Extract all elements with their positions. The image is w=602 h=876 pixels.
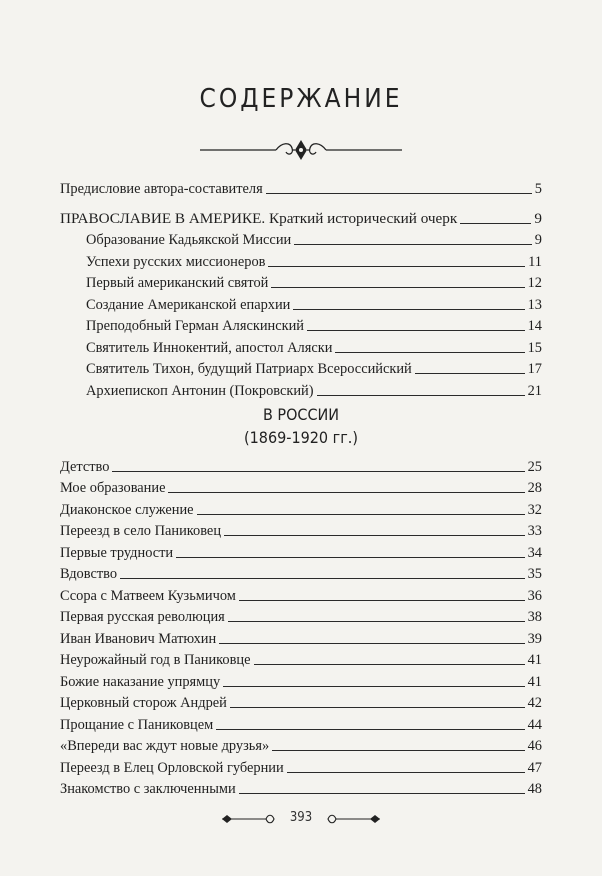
toc-entry-page: 36 xyxy=(527,587,542,604)
toc-entry-label: Ссора с Матвеем Кузьмичом xyxy=(60,587,236,604)
toc-entry-label: Успехи русских миссионеров xyxy=(86,253,266,270)
dot-leader xyxy=(197,514,525,515)
dot-leader xyxy=(228,621,525,622)
toc-entry-label: Прощание с Паниковцем xyxy=(60,716,214,733)
dot-leader xyxy=(168,492,524,493)
toc-entry-page: 41 xyxy=(527,673,542,690)
toc-entry-label: Архиепископ Антонин (Покровский) xyxy=(86,382,314,399)
toc-entry-page: 47 xyxy=(527,759,542,776)
toc-entry-page: 35 xyxy=(527,566,542,582)
toc-part-america-items xyxy=(60,228,542,400)
dot-leader xyxy=(294,244,532,245)
toc-entry[interactable] xyxy=(60,777,542,799)
toc-entry-page: 9 xyxy=(534,232,542,248)
toc-entry-page: 44 xyxy=(527,716,542,733)
toc-entry-label: Божие наказание упрямцу xyxy=(60,673,221,690)
title-ornament-icon xyxy=(200,130,402,170)
section-heading-years: (1869-1920 гг.) xyxy=(244,428,358,447)
toc-entry[interactable] xyxy=(60,228,542,250)
toc-entry[interactable] xyxy=(60,454,542,476)
toc-entry[interactable] xyxy=(60,583,542,605)
toc-entry-page: 38 xyxy=(527,609,542,625)
toc-entry-label: Переезд в Елец Орловской губернии xyxy=(60,759,284,776)
toc-entry-label: Вдовство xyxy=(60,566,118,582)
toc-entry-page: 28 xyxy=(527,480,542,496)
toc-entry[interactable] xyxy=(60,271,542,293)
dot-leader xyxy=(307,330,525,331)
toc-entry[interactable] xyxy=(60,755,542,777)
toc-entry-label: Детство xyxy=(60,458,110,475)
toc-entry[interactable] xyxy=(60,476,542,498)
toc-entry-preface[interactable] xyxy=(60,176,542,198)
toc-entry[interactable] xyxy=(60,249,542,271)
toc-entry-page: 46 xyxy=(527,738,542,754)
dot-leader xyxy=(266,193,532,194)
part-heading-bold: ПРАВОСЛАВИЕ В АМЕРИКЕ. xyxy=(60,209,266,227)
dot-leader xyxy=(176,557,524,558)
section-heading-russia: В РОССИИ xyxy=(262,405,340,424)
toc-entry-label: Церковный сторож Андрей xyxy=(60,695,227,711)
toc-entry-page: 33 xyxy=(527,523,542,539)
toc-entry[interactable] xyxy=(60,357,542,379)
toc-entry-page: 41 xyxy=(527,652,542,668)
dot-leader xyxy=(254,664,525,665)
dot-leader xyxy=(415,373,525,374)
dot-leader xyxy=(239,793,525,794)
toc-entry[interactable] xyxy=(60,314,542,336)
toc-part-heading-america[interactable] xyxy=(60,206,542,228)
toc-entry-page: 42 xyxy=(527,695,542,711)
toc-entry[interactable] xyxy=(60,669,542,691)
toc-entry[interactable] xyxy=(60,626,542,648)
toc-entry-page: 9 xyxy=(534,209,542,227)
toc-entry[interactable] xyxy=(60,691,542,713)
toc-entry-page: 12 xyxy=(527,275,542,291)
toc-entry-page: 14 xyxy=(527,318,542,334)
toc-entry-page: 11 xyxy=(528,253,542,270)
dot-leader xyxy=(460,223,531,224)
toc-entry-label: Неурожайный год в Паниковце xyxy=(60,652,251,668)
toc-entry[interactable] xyxy=(60,562,542,584)
page-title: СОДЕРЖАНИЕ xyxy=(199,84,403,114)
page-number: 393 xyxy=(289,810,313,825)
toc-entry-label: Святитель Тихон, будущий Патриарх Всероссийский xyxy=(86,361,412,377)
toc-entry[interactable] xyxy=(60,497,542,519)
toc-entry-label: Мое образование xyxy=(60,480,166,496)
toc-entry[interactable] xyxy=(60,378,542,400)
toc-entry-label: Создание Американской епархии xyxy=(86,296,291,313)
toc-entry[interactable] xyxy=(60,605,542,627)
toc-entry[interactable] xyxy=(60,712,542,734)
toc-entry-label: Преподобный Герман Аляскинский xyxy=(86,318,305,334)
toc-entry-page: 21 xyxy=(527,382,542,399)
part-heading-rest: Краткий исторический очерк xyxy=(265,209,458,227)
toc-entry-page: 13 xyxy=(527,296,542,313)
toc-entry-label: Образование Кадьякской Миссии xyxy=(86,232,292,248)
dot-leader xyxy=(287,772,525,773)
dot-leader xyxy=(230,707,525,708)
toc-entry-label: Первые трудности xyxy=(60,544,174,561)
toc-entry-page: 15 xyxy=(527,339,542,356)
dot-leader xyxy=(272,750,524,751)
toc-part-russia xyxy=(60,454,542,798)
toc-entry-page: 17 xyxy=(527,361,542,377)
dot-leader xyxy=(317,395,525,396)
toc-entry[interactable] xyxy=(60,540,542,562)
toc-entry-page: 48 xyxy=(527,781,542,797)
dot-leader xyxy=(120,578,525,579)
toc-entry-page: 34 xyxy=(527,544,542,561)
dot-leader xyxy=(112,471,524,472)
dot-leader xyxy=(271,287,524,288)
toc-entry-page: 25 xyxy=(527,458,542,475)
dot-leader xyxy=(223,686,524,687)
toc-entry[interactable] xyxy=(60,335,542,357)
toc-entry-label: Первый американский святой xyxy=(86,275,269,291)
toc-entry-page: 32 xyxy=(527,501,542,518)
toc-entry-label: «Впереди вас ждут новые друзья» xyxy=(60,738,270,754)
dot-leader xyxy=(268,266,525,267)
toc-entry[interactable] xyxy=(60,734,542,756)
dot-leader xyxy=(224,535,525,536)
toc-entry-label: Знакомство с заключенными xyxy=(60,781,236,797)
dot-leader xyxy=(293,309,524,310)
toc-entry-page: 5 xyxy=(534,180,542,197)
toc-entry-label: Предисловие автора-составителя xyxy=(60,180,263,197)
toc-entry-label: Иван Иванович Матюхин xyxy=(60,630,217,647)
dot-leader xyxy=(216,729,524,730)
dot-leader xyxy=(239,600,525,601)
toc-entry[interactable] xyxy=(60,519,542,541)
toc-entry-label: Диаконское служение xyxy=(60,501,194,518)
toc-entry-label: Переезд в село Паниковец xyxy=(60,523,222,539)
toc-entry-page: 39 xyxy=(527,630,542,647)
toc-entry[interactable] xyxy=(60,648,542,670)
toc-entry-label: Святитель Иннокентий, апостол Аляски xyxy=(86,339,333,356)
toc-intro xyxy=(60,176,542,198)
dot-leader xyxy=(219,643,524,644)
toc-part-america xyxy=(60,206,542,400)
toc-part-russia-items xyxy=(60,454,542,798)
toc-entry[interactable] xyxy=(60,292,542,314)
toc-entry-label: Первая русская революция xyxy=(60,609,225,625)
dot-leader xyxy=(335,352,524,353)
